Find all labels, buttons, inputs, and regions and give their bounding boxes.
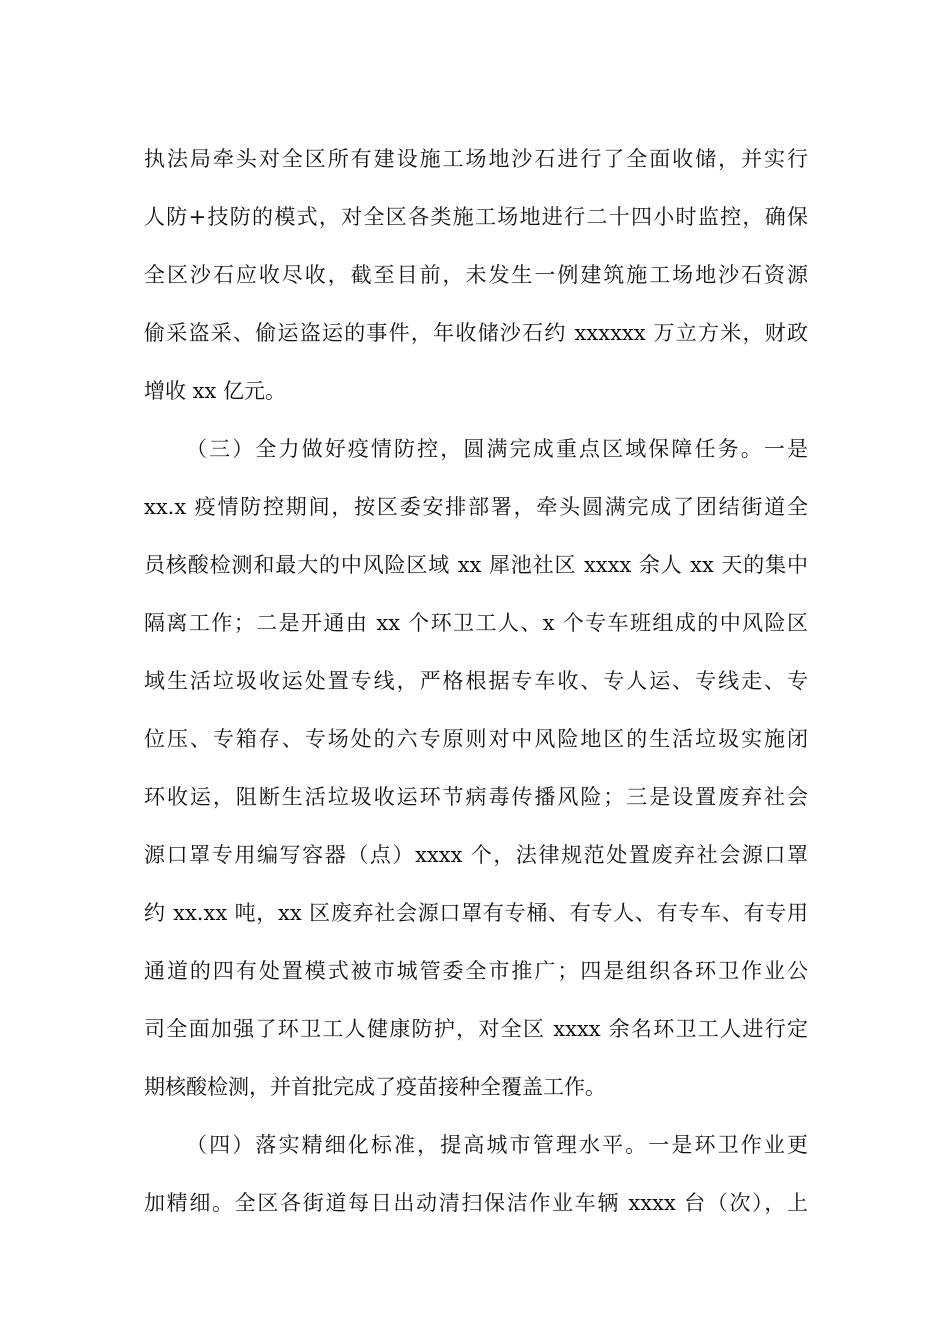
text-line: 加精细。全区各街道每日出动清扫保洁作业车辆 xxxx 台（次），上 [144, 1191, 808, 1215]
text-line: 期核酸检测，并首批完成了疫苗接种全覆盖工作。 [144, 1075, 606, 1099]
text-line: 增收 xx 亿元。 [144, 379, 287, 403]
text-line: 全区沙石应收尽收，截至目前，未发生一例建筑施工场地沙石资源 [144, 263, 808, 287]
text-line: 约 xx.xx 吨，xx 区废弃社会源口罩有专桶、有专人、有专车、有专用 [144, 901, 808, 925]
text-line: （三）全力做好疫情防控，圆满完成重点区域保障任务。一是 [186, 437, 808, 461]
text-line: （四）落实精细化标准，提高城市管理水平。一是环卫作业更 [186, 1133, 808, 1157]
text-line: 隔离工作；二是开通由 xx 个环卫工人、x 个专车班组成的中风险区 [144, 611, 808, 635]
text-line: 域生活垃圾收运处置专线，严格根据专车收、专人运、专线走、专 [144, 669, 808, 693]
text-line: 源口罩专用编写容器（点）xxxx 个，法律规范处置废弃社会源口罩 [144, 843, 808, 867]
text-line: 司全面加强了环卫工人健康防护，对全区 xxxx 余名环卫工人进行定 [144, 1017, 808, 1041]
text-line: 通道的四有处置模式被市城管委全市推广；四是组织各环卫作业公 [144, 959, 808, 983]
text-line: xx.x 疫情防控期间，按区委安排部署，牵头圆满完成了团结街道全 [144, 495, 808, 519]
document-body [144, 130, 808, 1232]
text-line: 位压、专箱存、专场处的六专原则对中风险地区的生活垃圾实施闭 [144, 727, 808, 751]
text-line: 执法局牵头对全区所有建设施工场地沙石进行了全面收储，并实行 [144, 147, 808, 171]
text-line: 人防+技防的模式，对全区各类施工场地进行二十四小时监控，确保 [144, 205, 808, 229]
text-line: 员核酸检测和最大的中风险区域 xx 犀池社区 xxxx 余人 xx 天的集中 [144, 553, 808, 577]
text-line: 环收运，阻断生活垃圾收运环节病毒传播风险；三是设置废弃社会 [144, 785, 808, 809]
text-line: 偷采盗采、偷运盗运的事件，年收储沙石约 xxxxxx 万立方米，财政 [144, 321, 808, 345]
